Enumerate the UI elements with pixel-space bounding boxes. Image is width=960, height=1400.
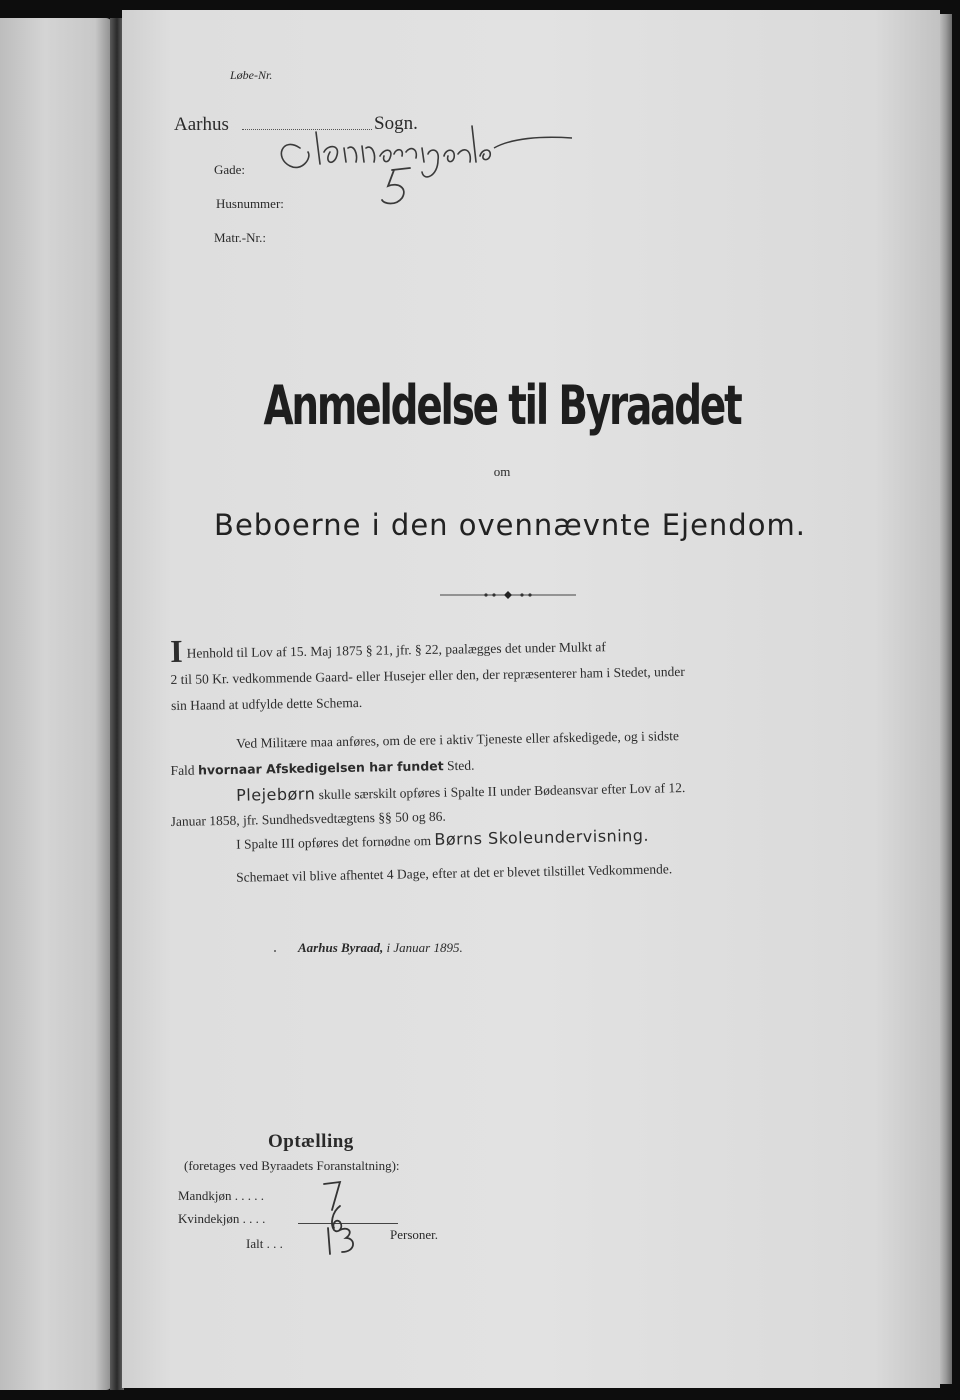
large-text-span: Plejebørn [235, 784, 316, 805]
optaelling-subtitle: (foretages ved Byraadets Foranstaltning): [184, 1158, 400, 1173]
text-line: Januar 1858, jfr. Sundhedsvedtægtens §§ 50 og 86. [170, 808, 446, 829]
text-line: 2 til 50 Kr. vedkommende Gaard- eller Husejer eller den, der repræsenterer ham i Stedet, under [170, 663, 685, 687]
handwritten-husnummer-value [374, 164, 424, 208]
text-line [170, 750, 850, 780]
personer-label: Personer. [390, 1227, 439, 1242]
paragraph-military [170, 724, 851, 780]
page-title: Anmeldelse til Byraadet [263, 374, 741, 437]
left-page-edge [0, 18, 112, 1390]
text-span: Sted. [446, 757, 475, 774]
page-subtitle: Beboerne i den ovennævnte Ejendom. [214, 508, 806, 542]
text-span: Fald [170, 762, 195, 778]
bold-text-span: hvornaar Afskedigelsen har fundet [197, 758, 444, 778]
loebe-nr-label: Løbe-Nr. [230, 68, 273, 82]
paragraph-line [169, 631, 850, 669]
matr-nr-label: Matr.-Nr.: [214, 230, 266, 245]
optaelling-title: Optælling [268, 1131, 354, 1152]
signoff-place: Aarhus Byraad, [298, 940, 384, 955]
text-line [170, 724, 850, 754]
aarhus-label: Aarhus [174, 114, 229, 135]
husnummer-label: Husnummer: [216, 196, 284, 211]
text-span: Ved Militære maa anføres, om de ere i aktiv Tjeneste eller afskedigede, og i sidste [236, 728, 680, 751]
right-page-edge [940, 14, 952, 1384]
text-line: sin Haand at udfylde dette Schema. [170, 694, 363, 713]
handwritten-ialt-value [322, 1224, 366, 1258]
text-span: Schemaet vil blive afhentet 4 Dage, efter at det er blevet tilstillet Vedkommende. [236, 861, 673, 885]
text-span: I Spalte III opføres det fornødne om [236, 832, 432, 852]
text-line [170, 857, 850, 888]
gade-label: Gade: [214, 162, 246, 177]
signoff-date: i Januar 1895. [386, 940, 463, 955]
signoff-dot [274, 950, 276, 952]
sogn-label: Sogn. [374, 113, 418, 134]
mandkjon-label: Mandkjøn . . . . . [178, 1188, 264, 1203]
text-span: skulle særskilt opføres i Spalte II under Bødeansvar efter Lov af 12. [318, 780, 686, 803]
ialt-label: Ialt . . . [246, 1236, 283, 1251]
paragraph-law-reference [170, 631, 851, 715]
paragraph-schema-pickup [170, 857, 850, 888]
paragraph-plejeborn [170, 775, 851, 831]
signoff [298, 940, 463, 956]
handwritten-gade-value [272, 118, 602, 188]
kvindekjon-label: Kvindekjøn . . . . [178, 1211, 266, 1226]
ornament-divider [440, 585, 576, 605]
drop-cap: I [169, 632, 183, 669]
document-page [122, 10, 940, 1388]
title-om: om [493, 464, 511, 479]
large-text-span: Børns Skoleundervisning. [434, 825, 650, 849]
text-line: Henhold til Lov af 15. Maj 1875 § 21, jfr. § 22, paalægges det under Mulkt af [186, 639, 606, 661]
